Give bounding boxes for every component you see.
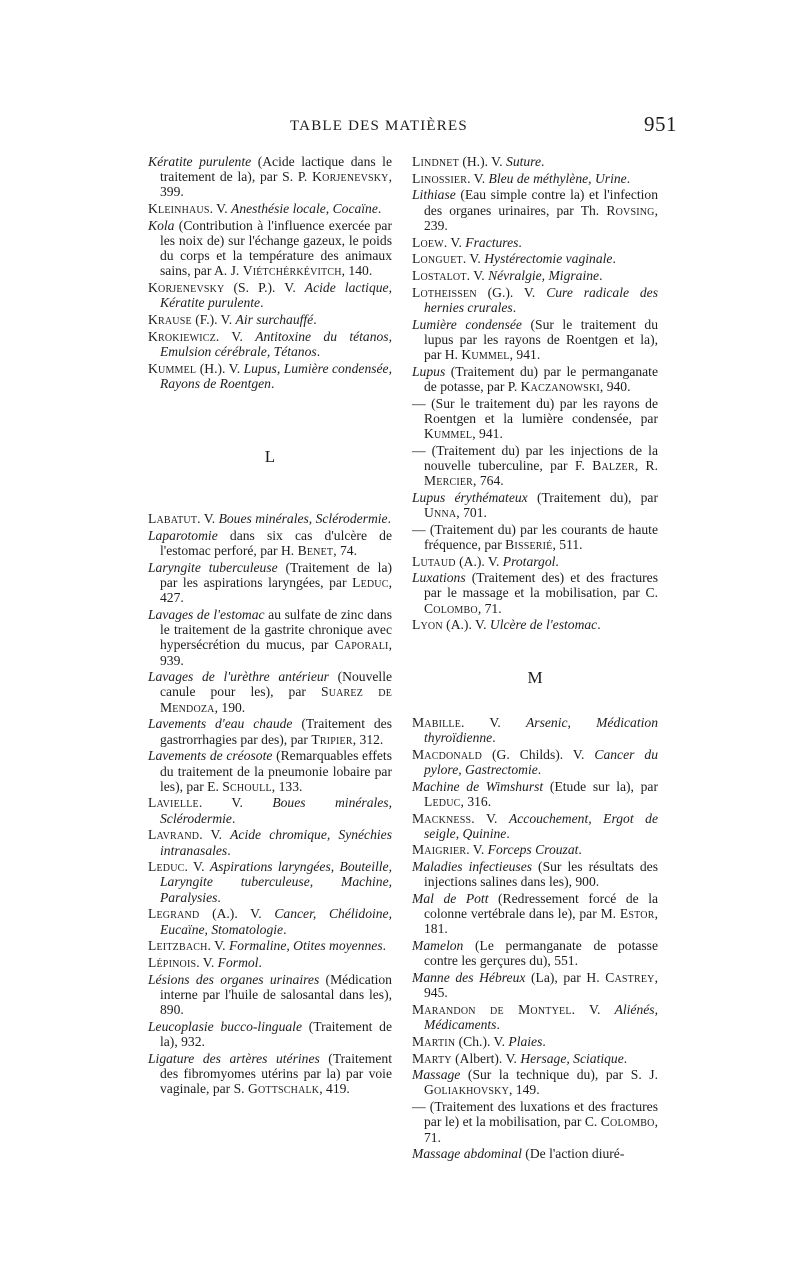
entry-topic: Laryngite tuberculeuse <box>148 559 278 575</box>
entry-topic: Anesthésie locale, Cocaïne <box>231 201 378 217</box>
entry-author: Castrey <box>605 970 655 986</box>
entry-text: (H.). V. <box>196 360 244 376</box>
entry-text: — (Traitement du) par les injections de la nouvelle tuberculine, par F. <box>412 442 658 473</box>
entry-text: . V. <box>199 827 231 843</box>
entry-text: (Acide lactique dans le traitement de la), par S. P. <box>160 154 392 185</box>
entry-text: . <box>316 343 321 359</box>
entry-topic: Lumière condensée <box>412 316 522 332</box>
index-entry <box>412 891 658 937</box>
entry-author: Estor <box>619 906 655 922</box>
entry-author: Martin <box>412 1033 456 1049</box>
entry-text: (A.). V. <box>442 617 490 633</box>
entry-text: , 940. <box>599 378 631 394</box>
entry-author: Colombo <box>600 1114 655 1130</box>
entry-text: . <box>537 761 542 777</box>
entry-text: . V. <box>198 795 273 811</box>
entry-text: . <box>387 511 391 527</box>
entry-author: Lutaud <box>412 553 456 569</box>
entry-topic: Lavements de créosote <box>148 748 273 764</box>
index-entry <box>412 842 658 857</box>
entry-text: . V. <box>196 954 218 970</box>
entry-author: Korjenevsky <box>312 169 389 185</box>
entry-topic: Luxations <box>412 570 466 586</box>
entry-topic: Mal de Pott <box>412 891 489 907</box>
entry-author: Balzer <box>592 457 635 473</box>
entry-topic: Mamelon <box>412 938 464 954</box>
entry-author: Krause <box>148 312 192 328</box>
index-entry <box>412 1002 658 1032</box>
index-entry <box>148 607 392 668</box>
entry-text: (Traitement des fibromyomes utérins par la) par voie vaginale, par S. <box>160 1050 392 1097</box>
entry-author: Goliakhovsky <box>424 1082 509 1098</box>
entry-text: . <box>555 553 559 569</box>
entry-text: , 133. <box>271 778 303 794</box>
entry-author: Krokiewicz <box>148 328 216 344</box>
index-entry <box>412 747 658 777</box>
index-entry <box>148 218 392 279</box>
entry-text: (Traitement des) et des fractures par le massage et la mobilisation, par C. <box>424 570 658 601</box>
entry-text: . V. <box>471 810 509 826</box>
entry-text: (Traitement des gastrorrhagies par des), par <box>160 716 392 747</box>
entry-text: — (Traitement des luxations et des fractures par le) et la mobilisation, par C. <box>412 1099 658 1130</box>
entry-text: , 149. <box>509 1082 540 1098</box>
entry-topic: Boues minérales, Sclérodermie <box>160 795 392 826</box>
entry-author: Kaczanowski <box>520 378 600 394</box>
entry-topic: Kola <box>148 217 175 233</box>
entry-author: Legrand <box>148 906 200 922</box>
entry-author: Leduc <box>424 793 461 809</box>
entry-topic: Lithiase <box>412 187 456 203</box>
index-entry <box>148 154 392 200</box>
entry-text: (S. P.). V. <box>224 280 305 296</box>
entry-author: Unna <box>424 504 457 520</box>
entry-text: au sulfate de zinc dans le traitement de la gastrite chronique avec hypersécrétion du mucus, par <box>160 606 392 653</box>
entry-text: . V. <box>197 511 219 527</box>
entry-topic: Laparotomie <box>148 527 218 543</box>
right-column <box>412 154 658 1163</box>
entry-author: Lostalot <box>412 267 467 283</box>
entry-text: , 941. <box>509 346 541 362</box>
entry-topic: Massage <box>412 1067 461 1083</box>
index-entry <box>412 1067 658 1097</box>
entry-topic: Accouchement, Ergot de seigle, Quinine <box>424 810 658 841</box>
entries-l-continued <box>412 154 658 633</box>
entry-author: Lotheissen <box>412 284 477 300</box>
entry-topic: Hystérectomie vaginale <box>484 251 613 267</box>
index-entry <box>148 280 392 310</box>
entry-text: , 140. <box>341 263 373 279</box>
entry-text: (Eau simple contre la) et l'infection des organes urinaires, par Th. <box>424 187 658 218</box>
index-entry <box>412 811 658 841</box>
entry-text: . <box>506 825 510 841</box>
index-entry <box>148 511 392 526</box>
entry-author: Lavielle <box>148 795 199 811</box>
index-entry <box>412 1034 658 1049</box>
entry-text: (Albert). V. <box>451 1050 521 1066</box>
entry-text: . V. <box>461 714 526 730</box>
entry-text: (Traitement de la) par les aspirations laryngées, par <box>160 559 393 591</box>
index-entry <box>412 364 658 394</box>
entry-text: . <box>283 921 287 937</box>
entry-author: Korjenevsky <box>148 280 225 296</box>
entry-topic: Formol <box>217 954 259 970</box>
entry-text: , 74. <box>333 543 357 559</box>
running-header <box>0 108 800 148</box>
entry-text: , 71. <box>424 1114 658 1145</box>
entry-topic: Forceps Crouzat <box>487 842 579 858</box>
index-entry <box>148 329 392 359</box>
index-entry <box>148 716 392 746</box>
entry-author: Suarez de Mendoza <box>160 684 392 715</box>
entry-author: Tripier <box>311 731 353 747</box>
entry-text: . V. <box>467 170 489 186</box>
entry-topic: Lavages de l'urèthre antérieur <box>148 669 329 685</box>
entry-text: (Traitement du) par le permanganate de potasse, par P. <box>424 363 658 394</box>
entry-text: . <box>496 1017 500 1033</box>
entry-text: . <box>518 234 522 250</box>
entry-author: Longuet <box>412 251 463 267</box>
entry-topic: Plaies <box>508 1033 543 1049</box>
entry-topic: Protargol <box>502 553 556 569</box>
entry-author: Marandon de Montyel <box>412 1001 572 1017</box>
entry-author: Leitzbach <box>148 938 208 954</box>
entry-text: , 511. <box>552 536 583 552</box>
entry-topic: Cancer du pylore, Gastrectomie <box>424 746 659 777</box>
index-entry <box>148 361 392 391</box>
entry-text: . <box>217 889 221 905</box>
running-title: TABLE DES MATIÈRES <box>290 118 468 134</box>
entry-author: Kummel <box>148 360 197 376</box>
entry-text: , 764. <box>473 473 504 489</box>
entry-text: (A.). V. <box>199 906 275 922</box>
entry-topic: Lavements d'eau chaude <box>148 716 293 732</box>
entry-text: . <box>626 170 631 186</box>
entry-topic: Arsenic, Médication thyroïdienne <box>424 714 658 745</box>
entry-text: , 419. <box>319 1081 350 1097</box>
entry-author: Maigrier <box>412 842 467 858</box>
section-letter-l: L <box>264 447 276 467</box>
entry-text: , 71. <box>477 600 502 616</box>
index-entry <box>148 955 392 970</box>
entry-text: , 427. <box>160 575 392 606</box>
entry-author: Macdonald <box>412 746 482 762</box>
entry-topic: Bleu de méthylène, Urine <box>488 170 627 186</box>
index-entry <box>412 779 658 809</box>
entries-l <box>148 511 392 1096</box>
entry-text: (Etude sur la), par <box>543 778 658 794</box>
entry-text: . <box>542 1033 546 1049</box>
entry-author: Rovsing <box>606 202 655 218</box>
entry-text: , 945. <box>424 970 658 1001</box>
entry-text: (Traitement de la), 932. <box>160 1018 392 1049</box>
entry-author: Kummel <box>461 346 510 362</box>
index-entry <box>412 570 658 616</box>
entry-author: Lavrand <box>148 827 200 843</box>
entry-text: (Sur la technique du), par S. J. <box>460 1067 658 1083</box>
entry-text: (Redressement forcé de la colonne vertébrale dans le), par M. <box>424 891 658 922</box>
entry-topic: Leucoplasie bucco-linguale <box>148 1018 302 1034</box>
entry-text: . <box>377 201 382 217</box>
entry-text: . <box>578 842 582 858</box>
index-entry <box>412 970 658 1000</box>
entry-text: . <box>612 251 616 267</box>
index-entry <box>148 859 392 905</box>
entry-text: . V. <box>184 859 210 875</box>
entry-author: Loew <box>412 234 444 250</box>
entry-text: . <box>227 842 231 858</box>
entry-author: Lépinois <box>148 954 197 970</box>
entry-text: . <box>599 267 603 283</box>
index-entry <box>148 312 392 327</box>
entry-text: . <box>492 730 496 745</box>
entry-text: . V. <box>443 234 466 250</box>
entry-author: Leduc <box>148 859 185 875</box>
entry-author: Viétchérkévitch <box>242 263 342 279</box>
entry-text: . <box>541 154 545 169</box>
entries-m <box>412 715 658 1162</box>
index-entry <box>412 490 658 520</box>
entry-text: (Remarquables effets du traitement de la pneumonie lobaire par les), par E. <box>160 748 392 794</box>
entry-text: . V. <box>215 328 256 344</box>
entry-text: . V. <box>207 938 229 954</box>
entry-topic: Aspirations laryngées, Bouteille, Laryngite tuberculeuse, Machine, Paralysies <box>160 859 392 905</box>
index-entry <box>412 443 658 489</box>
entry-text: , 316. <box>460 793 492 809</box>
index-entry <box>412 1099 658 1145</box>
entry-text: . <box>260 295 264 311</box>
entry-text: , 941. <box>472 425 503 441</box>
index-entry <box>148 1019 392 1049</box>
entry-author: Mercier <box>424 473 474 489</box>
index-entry <box>412 396 658 442</box>
entry-text: , 239. <box>424 202 658 233</box>
entry-topic: Lupus, Lumière condensée, Rayons de Roentgen <box>160 360 392 391</box>
entry-text: . <box>512 299 517 315</box>
entry-text: . <box>597 617 601 633</box>
index-entry <box>148 795 392 825</box>
entries-k <box>148 154 392 391</box>
entry-text: (G.). V. <box>476 284 547 300</box>
entry-text: (Sur les résultats des injections salines dans les), 900. <box>424 859 659 890</box>
entry-topic: Cure radicale des hernies crurales <box>424 284 658 315</box>
entry-author: Lyon <box>412 617 443 633</box>
index-entry <box>412 554 658 569</box>
entry-text: (Sur le traitement du lupus par les rayons de Roentgen et la), par H. <box>424 316 658 362</box>
entry-topic: Suture <box>506 154 542 169</box>
entry-text: — (Sur le traitement du) par les rayons de Roentgen et la lumière condensée, par <box>412 395 658 426</box>
entry-text: (Le permanganate de potasse contre les gerçures du), 551. <box>424 938 658 969</box>
index-entry <box>412 1051 658 1066</box>
entry-text: (Nouvelle canule pour les), par <box>160 669 392 700</box>
entry-text: , 181. <box>424 906 658 937</box>
entry-topic: Antitoxine du tétanos, Emulsion cérébrale, Tétanos <box>160 328 392 359</box>
index-entry <box>412 251 658 266</box>
entry-author: Linossier <box>412 170 468 186</box>
index-entry <box>412 285 658 315</box>
index-entry <box>148 560 392 606</box>
entry-author: Mabille <box>412 714 462 730</box>
page-number: 951 <box>644 112 677 136</box>
entry-topic: Acide chromique, Synéchies intranasales <box>160 827 392 858</box>
entry-author: Schoull <box>222 778 272 794</box>
index-entry <box>148 748 392 794</box>
index-entry <box>412 1146 658 1161</box>
entry-topic: Aliénés, Médicaments <box>424 1001 658 1033</box>
entry-author: Mackness <box>412 810 472 826</box>
entry-topic: Ulcère de l'estomac <box>489 617 598 633</box>
entry-topic: Acide lactique, Kératite purulente <box>160 280 392 311</box>
entry-text: — (Traitement du) par les courants de haute fréquence, par <box>412 521 658 552</box>
entry-text: (A.). V. <box>455 553 503 569</box>
index-entry <box>148 906 392 936</box>
index-entry <box>412 154 658 169</box>
entry-author: Bisserié <box>505 536 553 552</box>
section-letter-m: M <box>527 667 543 687</box>
entry-text: . V. <box>466 267 489 283</box>
entry-topic: Air surchauffé <box>235 312 314 328</box>
index-entry <box>148 938 392 953</box>
entry-text: . <box>270 375 275 391</box>
entry-text: . <box>382 938 387 954</box>
entry-topic: Lupus <box>412 363 446 379</box>
entry-author: Caporali <box>334 637 389 653</box>
entry-text: . <box>313 312 317 328</box>
entry-author: Kummel <box>424 425 473 441</box>
index-entry <box>412 171 658 186</box>
entry-author: Benet <box>297 543 334 559</box>
entry-topic: Machine de Wimshurst <box>412 778 544 794</box>
entry-text: , R. <box>634 457 658 473</box>
index-entry <box>148 528 392 558</box>
entry-author: Leduc <box>352 575 389 591</box>
entry-text: (F.). V. <box>191 312 236 328</box>
entry-text: dans six cas d'ulcère de l'estomac perforé, par H. <box>160 527 392 559</box>
entry-text: (Contribution à l'influence exercée par les noix de) sur l'échange gazeux, le poids du corps et la température des animaux sains, par A. J. <box>160 217 392 279</box>
index-entry <box>412 617 658 632</box>
entry-text: . <box>231 810 236 826</box>
entry-author: Marty <box>412 1050 452 1066</box>
index-entry <box>148 1051 392 1097</box>
index-entry <box>148 201 392 216</box>
entry-topic: Boues minérales, Sclérodermie <box>218 511 388 527</box>
entry-topic: Fractures <box>465 234 519 250</box>
entry-author: Colombo <box>424 600 478 616</box>
index-entry <box>412 268 658 283</box>
entry-topic: Kératite purulente <box>148 154 252 169</box>
index-entry <box>148 827 392 857</box>
entry-text: , 399. <box>160 169 392 200</box>
entry-text: (H.). V. <box>458 154 507 169</box>
entry-text: (Médication interne par l'huile de salosantal dans les), 890. <box>160 971 392 1018</box>
entry-text: . <box>258 954 262 970</box>
entry-topic: Lavages de l'estomac <box>148 606 265 622</box>
entry-text: , 939. <box>160 637 392 668</box>
entry-text: . V. <box>571 1001 615 1017</box>
entry-topic: Manne des Hébreux <box>412 970 526 986</box>
entry-topic: Maladies infectieuses <box>412 859 533 875</box>
index-entry <box>148 972 392 1018</box>
entry-author: Lindnet <box>412 154 459 169</box>
index-entry <box>412 938 658 968</box>
entry-text: . V. <box>209 201 232 217</box>
entry-text: , 701. <box>456 504 487 520</box>
entry-text: , 312. <box>352 731 384 747</box>
entry-text: (G. Childs). V. <box>482 746 595 762</box>
entry-text: . <box>623 1050 628 1066</box>
index-entry <box>412 859 658 889</box>
index-entry <box>412 715 658 745</box>
entry-topic: Hersage, Sciatique <box>520 1050 624 1066</box>
entry-topic: Lésions des organes urinaires <box>148 971 320 987</box>
entry-topic: Cancer, Chélidoine, Eucaïne, Stomatologie <box>160 906 392 937</box>
index-entry <box>148 669 392 715</box>
entry-topic: Formaline, Otites moyennes <box>228 938 383 954</box>
index-entry <box>412 317 658 363</box>
entry-author: Gottschalk <box>247 1081 320 1097</box>
entry-text: . V. <box>466 842 488 858</box>
entry-text: (Ch.). V. <box>455 1033 509 1049</box>
index-entry <box>412 187 658 233</box>
left-column <box>148 154 392 1098</box>
entry-topic: Lupus érythémateux <box>412 489 528 505</box>
entry-text: (Traitement du), par <box>527 489 658 505</box>
entry-text: (La), par H. <box>525 970 606 986</box>
entry-author: Labatut <box>148 511 198 527</box>
entry-text: . V. <box>462 251 485 267</box>
index-entry <box>412 235 658 250</box>
entry-text: , 190. <box>214 699 246 715</box>
entry-topic: Ligature des artères utérines <box>148 1050 320 1066</box>
entry-topic: Névralgie, Migraine <box>488 267 600 283</box>
index-entry <box>412 522 658 552</box>
entry-text: (De l'action diuré- <box>521 1146 625 1162</box>
entry-author: Kleinhaus <box>148 201 210 217</box>
entry-topic: Massage abdominal <box>412 1146 522 1162</box>
